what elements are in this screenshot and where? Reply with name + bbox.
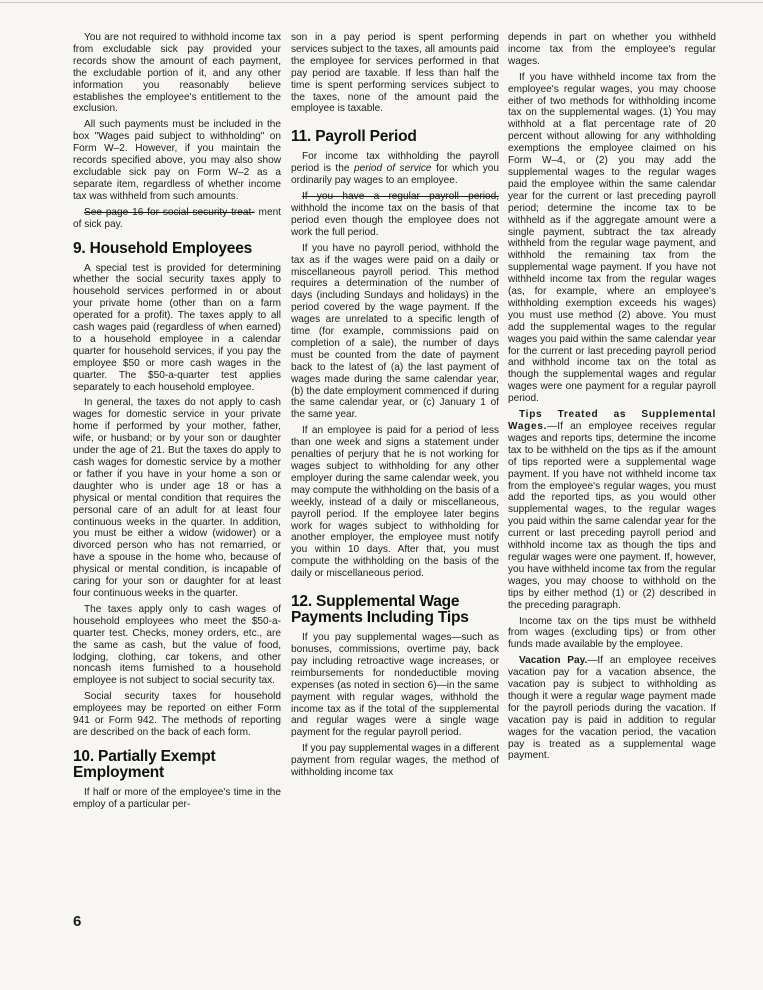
heading-household-employees: 9. Household Employees bbox=[73, 239, 253, 257]
paragraph-supplemental-same-payment: If you pay supplemental wages—such as bonuses, commissions, overtime pay, back pay including retroactive wage increases, or reimbursements for nondeductible moving expenses (as noted in section 6)—in the same payment with regular wages, withhold the income tax as if the total of the supplemental and regular wages were a single wage payment for the regular payroll period. bbox=[291, 632, 499, 739]
paragraph-less-than-week: If an employee is paid for a period of less than one week and signs a statement under penalties of perjury that he is not working for wages subject to withholding for any other employer during the same calendar week, you may compute the withholding on the basis of a weekly, instead of a daily or miscellaneous, payroll period. If the employee later begins work for wages subject to withholding for another employer, the employee must notify you within 10 days. After that, you must compute the withholding on the basis of the daily or miscellaneous period. bbox=[291, 425, 499, 580]
struck-text: If you have a regular payroll period, bbox=[302, 191, 499, 203]
paragraph-regular-payroll bbox=[291, 191, 499, 239]
column-middle bbox=[291, 32, 499, 779]
paragraph-household-test: A special test is provided for determining whether the social security taxes apply to household services performed in or about your private home (other than on a farm operated for a profit). The taxes apply to all cash wages paid (regardless of when earned) to a household employee in a calendar quarter for household services, if you pay the employee $50 or more cash wages in the quarter. The $50-a-quarter test applies separately to each household employee. bbox=[73, 262, 281, 393]
page-number: 6 bbox=[73, 913, 82, 930]
paragraph-reporting-forms: Social security taxes for household employees may be reported on either Form 941 or Form 942. The methods of reporting are described on the back of each form. bbox=[73, 691, 281, 738]
text-segment: For income tax withholding the payroll period is the bbox=[291, 151, 499, 175]
struck-text: See page 16 for social security treat- bbox=[84, 206, 255, 218]
paragraph-two-methods: If you have withheld income tax from the employee's regular wages, you may choose either of two methods for withholding income tax on the supplemental wages. (1) You may withhold at a flat percentage rate of 20 percent without allowing for any withholding exemptions the employee claimed on his Form W–4, or (2) you may add the supplemental wages to the regular wages paid the employee within the same calendar year for the current or last preceding payroll period; determine the income tax to be withheld as if the aggregate amount were a single payment, subtract the tax already withheld from the regular wage payment, and withhold the remaining tax from the supplemental wage payment. If you have not withheld income tax from the regular wages (as, for example, where an employee's withholding exemption exceeds his wages) you must use method (2) above. You must add the supplemental wages to the regular wages you paid within the same calendar year for the current or last preceding payroll period and withhold income tax on the total as though the supplemental wages and regular wages were one payment for a regular payroll period. bbox=[508, 71, 716, 405]
text-segment: withhold the income tax on the basis of that period even though the employee does not work the full period. bbox=[291, 202, 499, 238]
paragraph-sick-pay-records: You are not required to withhold income tax from excludable sick pay provided your records show the amount of each payment, the excludable portion of it, and any other information you reasonably believe establishes the employee's entitlement to the exclusion. bbox=[73, 32, 281, 115]
paragraph-domestic-service: In general, the taxes do not apply to cash wages for domestic service in your private home if performed by your mother, father, wife, or husband; or by your son or daughter under the age of 21. But the taxes do apply to cash wages for domestic service by a mother or father if you have in your home a son or daughter who is under age 18 or has a physical or mental condition that requires the personal care of an adult for at least four continuous weeks in the quarter. In addition, you must be either a widow (widower) or a divorced person who has not remarried, or have a spouse in the home who, because of physical or mental condition, is incapable of caring for your son or daughter for at least four continuous weeks in the quarter. bbox=[73, 397, 281, 599]
paragraph-pay-period-continued: son in a pay period is spent performing services subject to the taxes, all amounts paid the employee for services performed in that pay period are taxable. If less than half the time is spent performing services subject to the taxes, none of the amount paid the employee is taxable. bbox=[291, 32, 499, 115]
column-left bbox=[73, 32, 281, 811]
heading-partially-exempt: 10. Partially Exempt Employment bbox=[73, 747, 216, 781]
paragraph-vacation-pay bbox=[508, 655, 716, 762]
page-top-rule bbox=[0, 2, 763, 3]
paragraph-income-tax-tips: Income tax on the tips must be withheld from wages (excluding tips) or from other funds made available by the employee. bbox=[508, 615, 716, 651]
text-segment: —If an employee receives regular wages and reports tips, determine the income tax to be withheld on the tips as if the amount of tips reported were a supplemental wage payment. If you have not withheld income tax from the employee's regular wages, you must add the reported tips, as you would other supplemental wages, to the regular wages you paid within the same calendar year for the current or last preceding payroll period and withhold income tax as though the tips and regular wages were one payment. If, however, you have withheld income tax from the regular wages, you may choose to withhold on the tips by either method (1) or (2) described in the preceding paragraph. bbox=[508, 421, 716, 611]
runin-heading-vacation: Vacation Pay. bbox=[519, 655, 588, 667]
paragraph-depends: depends in part on whether you withheld income tax from the employee's regular wages. bbox=[508, 32, 716, 67]
heading-supplemental-wage: 12. Supplemental Wage Payments Including Tips bbox=[291, 593, 469, 627]
text-segment: for which you ordinarily pay wages to an employee. bbox=[291, 163, 500, 187]
column-right bbox=[508, 32, 716, 762]
paragraph-social-security-reference bbox=[73, 207, 281, 231]
text-segment: —If an employee receives vacation pay for a vacation absence, the vacation pay is subject to withholding as though it were a regular wage payment made for the payroll periods during the vacation. If vacation pay is paid in addition to regular wages for the vacation period, the vacation pay is treated as a supplemental wage payment. bbox=[508, 655, 716, 762]
paragraph-payroll-definition bbox=[291, 151, 499, 187]
paragraph-supplemental-different-payment: If you pay supplemental wages in a different payment from regular wages, the method of withholding income tax bbox=[291, 743, 499, 779]
heading-payroll-period: 11. Payroll Period bbox=[291, 128, 417, 146]
emphasis-text: period of service bbox=[354, 163, 432, 175]
paragraph-tips bbox=[508, 409, 716, 611]
paragraph-form-w2: All such payments must be included in the box "Wages paid subject to withholding" on Form W–2. However, if you maintain the records specified above, you may also show excludable sick pay on Form W–2 as a separate item, regardless of whether income tax was withheld from such amounts. bbox=[73, 119, 281, 202]
runin-heading-tips: Tips Treated as Supplemental Wages. bbox=[508, 409, 716, 432]
reference-text: ment of sick pay. bbox=[73, 206, 281, 230]
paragraph-cash-wages: The taxes apply only to cash wages of household employees who meet the $50-a-quarter test. Checks, money orders, etc., are the same as cash, but the value of food, lodging, clothing, car tokens, and other noncash items furnished to a household employee is not subject to social security tax. bbox=[73, 603, 281, 687]
paragraph-half-time: If half or more of the employee's time in the employ of a particular per- bbox=[73, 786, 281, 810]
paragraph-no-payroll-period: If you have no payroll period, withhold the tax as if the wages were paid on a daily or miscellaneous payroll period. This method requires a determination of the number of days (including Sundays and holidays) in the period covered by the wage payment. If the wages are unrelated to a specific length of time (for example, commissions paid on completion of a sale), the number of days must be counted from the date of payment back to the latest of (a) the last payment of wages made during the same calendar year, (b) the date employment commenced if during the same calendar year, or (c) January 1 of the same year. bbox=[291, 242, 499, 421]
